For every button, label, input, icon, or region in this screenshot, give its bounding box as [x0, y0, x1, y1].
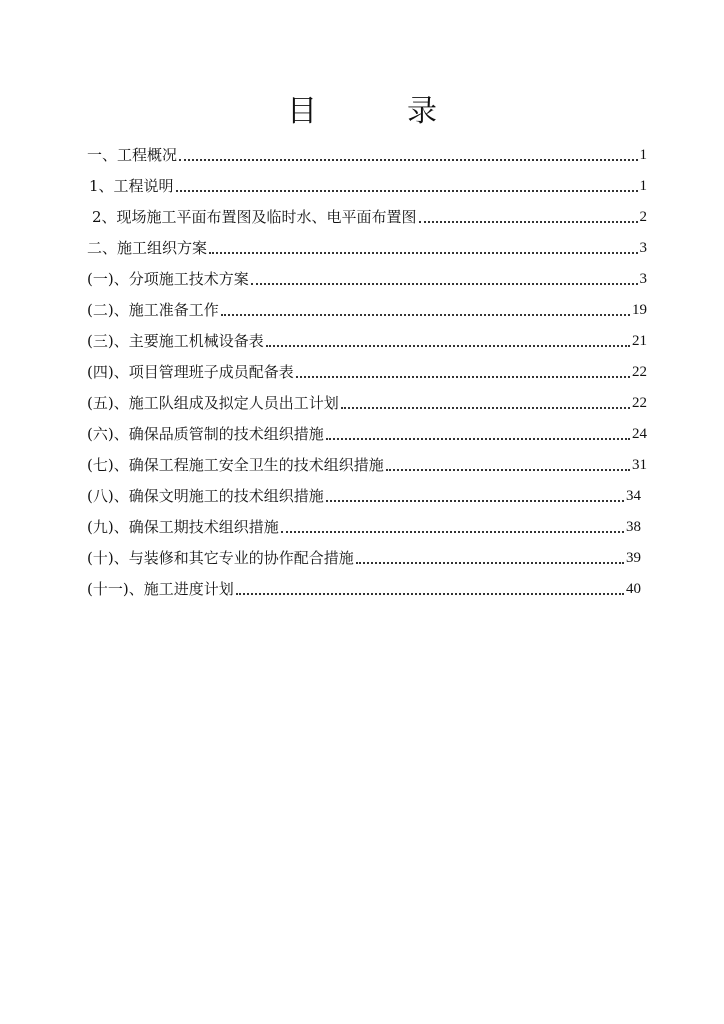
- toc-page-number: 1: [639, 147, 647, 163]
- toc-entry-label: (七)、确保工程施工安全卫生的技术组织措施: [87, 456, 384, 474]
- toc-leader: [236, 593, 624, 595]
- toc-entry-label: (五)、施工队组成及拟定人员出工计划: [87, 394, 339, 412]
- toc-page-number: 38: [626, 519, 641, 535]
- toc-page-number: 22: [632, 364, 647, 380]
- toc-page-number: 31: [632, 457, 647, 473]
- toc-entry: [87, 386, 647, 417]
- toc-leader: [326, 500, 624, 502]
- toc-entry: [87, 541, 647, 572]
- page-title: 目 录: [287, 94, 467, 129]
- toc-leader: [326, 438, 630, 440]
- toc-entry: [87, 417, 647, 448]
- toc-leader: [419, 221, 638, 223]
- toc-entry: [87, 479, 647, 510]
- toc-entry-label: (一)、分项施工技术方案: [87, 270, 249, 288]
- toc-page-number: 3: [639, 240, 647, 256]
- toc-entry-label: (九)、确保工期技术组织措施: [87, 518, 279, 536]
- toc-page-number: 19: [632, 302, 647, 318]
- toc-entry: [87, 355, 647, 386]
- toc-entry-label: (四)、项目管理班子成员配备表: [87, 363, 294, 381]
- toc-page-number: 1: [639, 178, 647, 194]
- toc-page-number: 40: [626, 581, 641, 597]
- toc-entry: [87, 262, 647, 293]
- toc-entry: [87, 169, 647, 200]
- toc-entry: [87, 138, 647, 169]
- toc-entry: [87, 448, 647, 479]
- toc-leader: [221, 314, 630, 316]
- toc-leader: [281, 531, 624, 533]
- toc-page-number: 2: [639, 209, 647, 225]
- toc-entry-label: (六)、确保品质管制的技术组织措施: [87, 425, 324, 443]
- toc-page-number: 22: [632, 395, 647, 411]
- toc-page-number: 21: [632, 333, 647, 349]
- toc-leader: [251, 283, 638, 285]
- table-of-contents: [87, 138, 647, 603]
- toc-entry-label: 一、工程概况: [87, 146, 178, 164]
- toc-leader: [179, 159, 637, 161]
- toc-entry: [87, 200, 647, 231]
- toc-entry-label: (三)、主要施工机械设备表: [87, 332, 264, 350]
- toc-entry-label: (八)、确保文明施工的技术组织措施: [87, 487, 324, 505]
- toc-entry-label: (十一)、施工进度计划: [87, 580, 234, 598]
- toc-page-number: 3: [639, 271, 647, 287]
- toc-leader: [176, 190, 638, 192]
- toc-entry: [87, 510, 647, 541]
- toc-leader: [296, 376, 630, 378]
- toc-entry-label: (十)、与装修和其它专业的协作配合措施: [87, 549, 354, 567]
- toc-leader: [386, 469, 630, 471]
- toc-page-number: 34: [626, 488, 641, 504]
- toc-entry: [87, 231, 647, 262]
- toc-leader: [341, 407, 630, 409]
- toc-entry-label: 2、现场施工平面布置图及临时水、电平面布置图: [92, 208, 417, 226]
- toc-entry-label: 1、工程说明: [89, 177, 174, 195]
- toc-leader: [356, 562, 624, 564]
- toc-entry: [87, 324, 647, 355]
- toc-entry-label: (二)、施工准备工作: [87, 301, 219, 319]
- toc-page-number: 24: [632, 426, 647, 442]
- toc-page-number: 39: [626, 550, 641, 566]
- toc-leader: [209, 252, 637, 254]
- toc-entry: [87, 572, 647, 603]
- toc-entry: [87, 293, 647, 324]
- toc-leader: [266, 345, 630, 347]
- toc-entry-label: 二、施工组织方案: [87, 239, 208, 257]
